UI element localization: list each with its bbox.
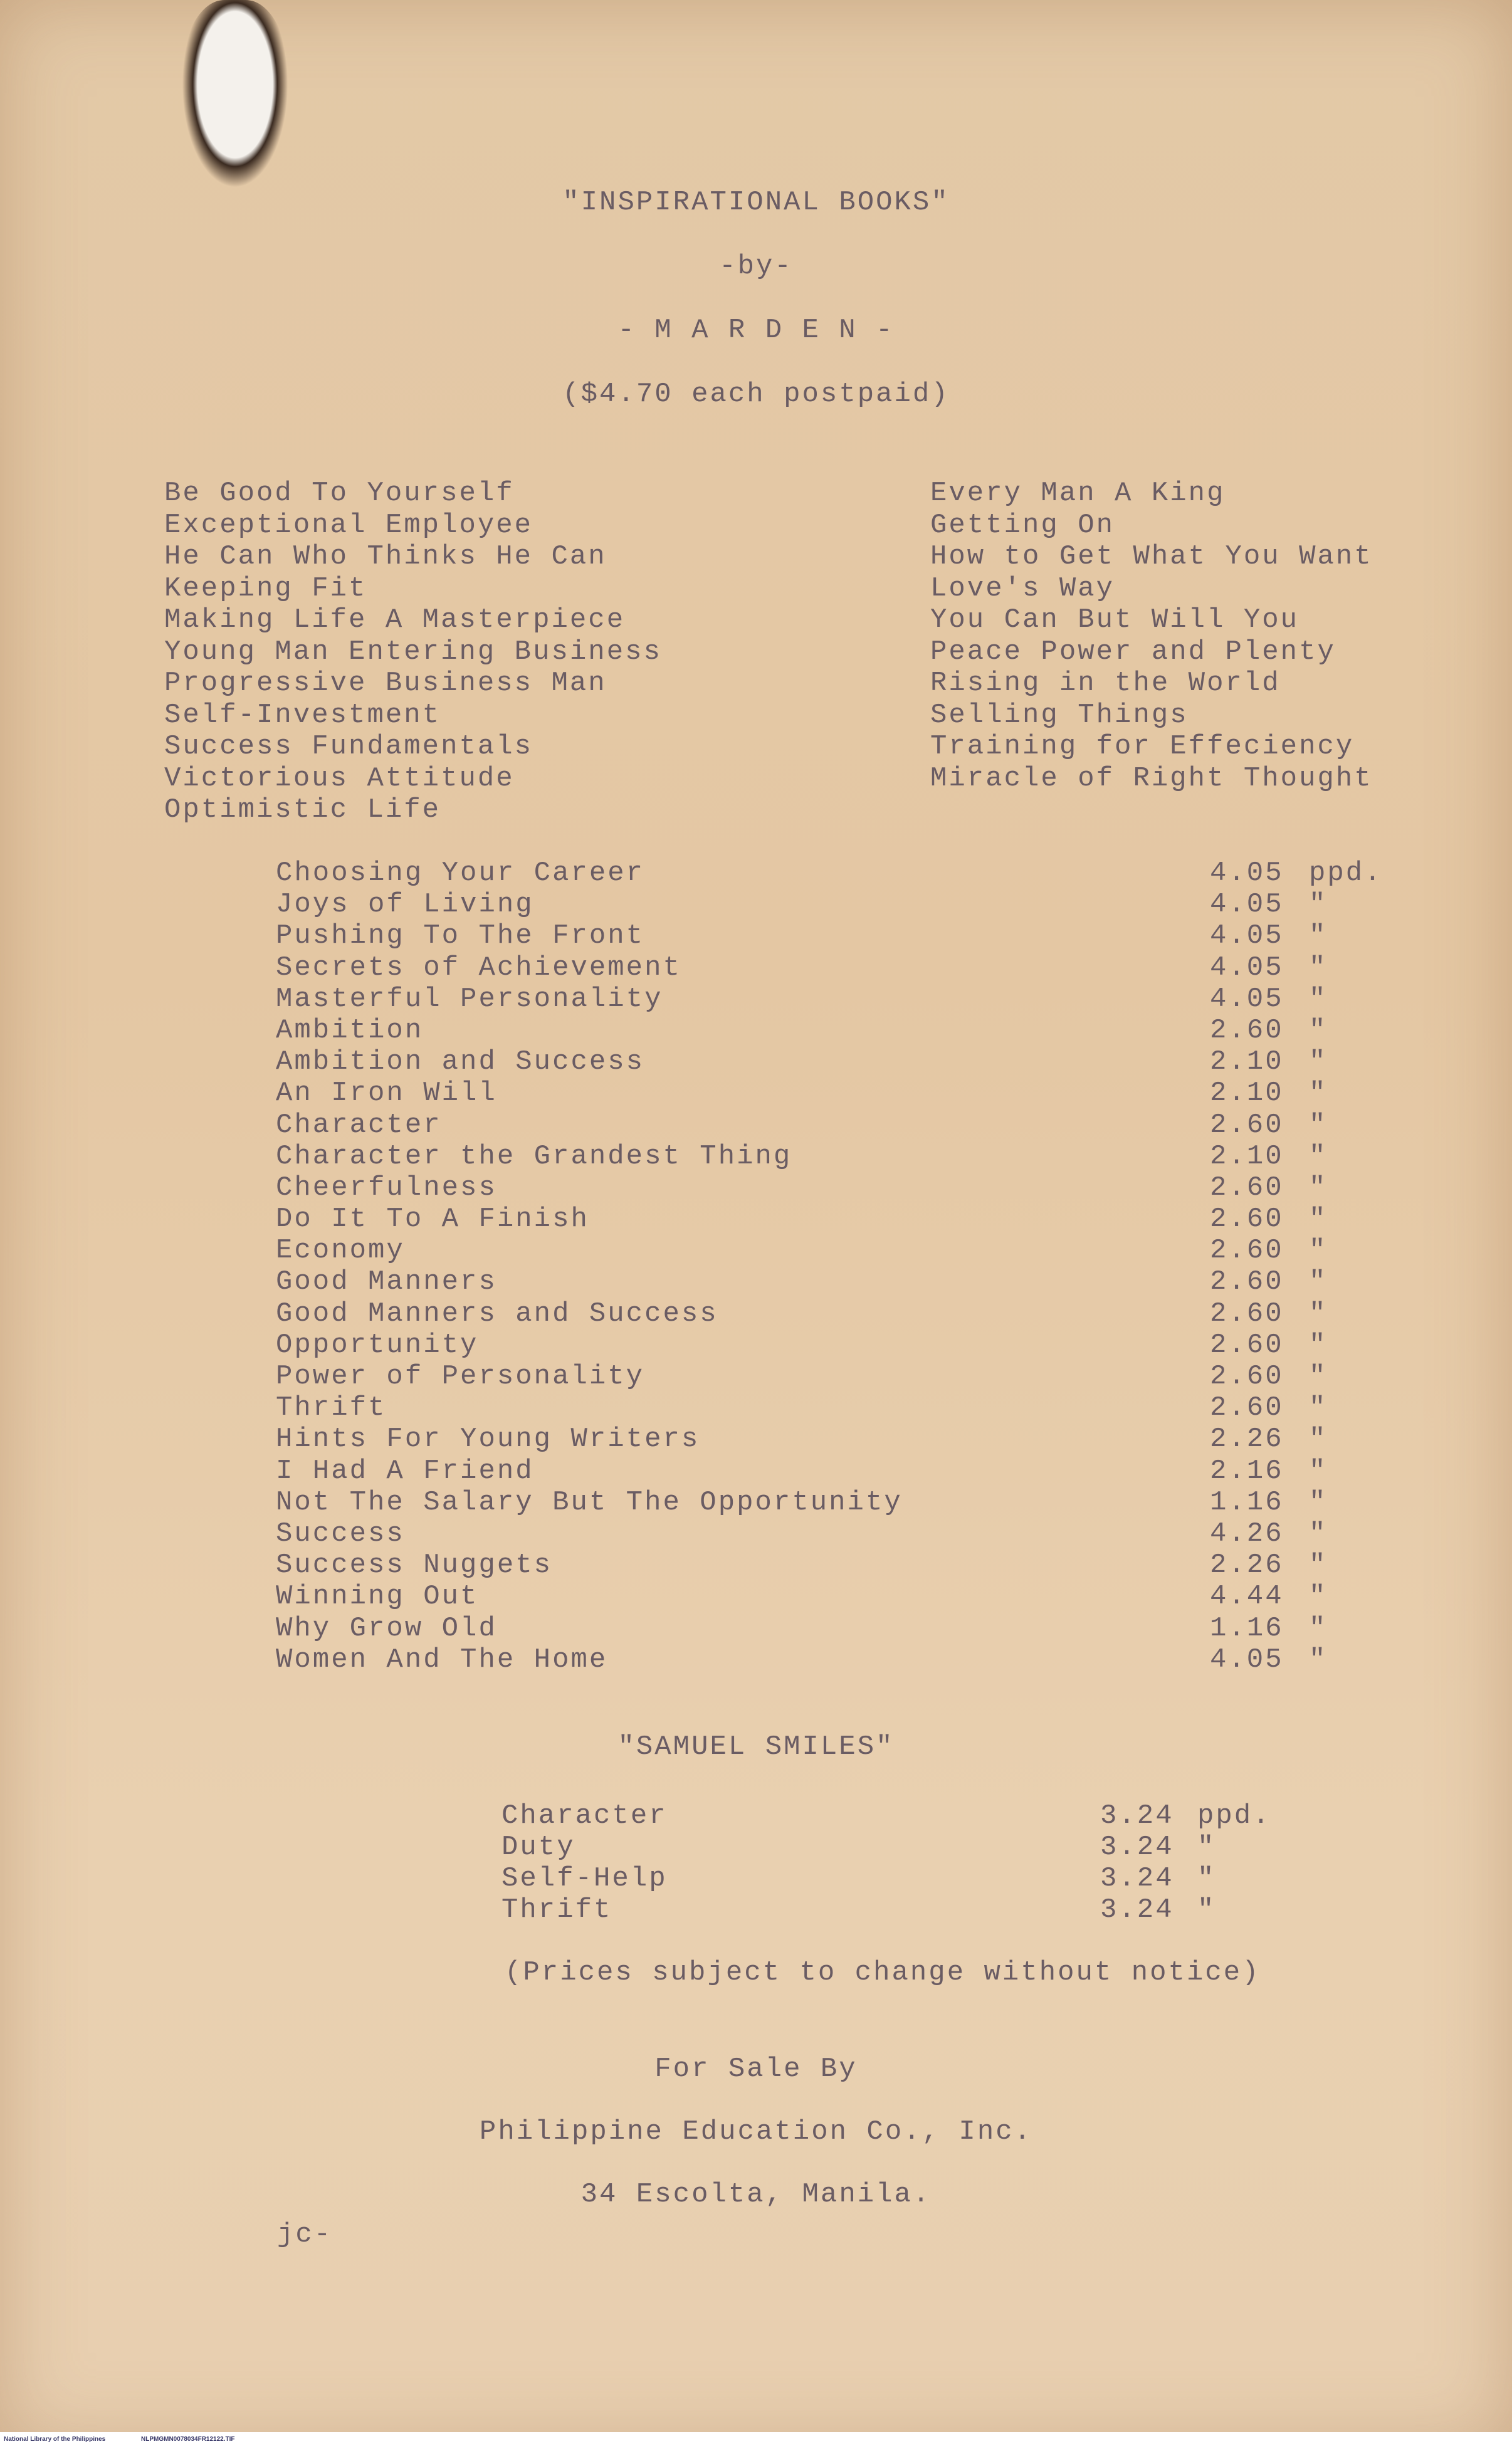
burn-mark xyxy=(182,0,288,188)
book-price: 4.05 xyxy=(1210,889,1284,921)
price-note: ($4.70 each postpaid) xyxy=(562,379,950,410)
book-title: Do It To A Finish xyxy=(276,1204,589,1235)
book-price: 2.60 xyxy=(1210,1235,1284,1267)
book-title: Pushing To The Front xyxy=(276,920,645,952)
table-row xyxy=(276,1613,1398,1644)
book-title: Secrets of Achievement xyxy=(276,952,681,983)
book-title: Good Manners and Success xyxy=(276,1298,718,1329)
book-title: Good Manners xyxy=(276,1266,497,1298)
price-unit: " xyxy=(1309,1361,1328,1392)
table-row xyxy=(276,1455,1398,1487)
price-unit: " xyxy=(1309,1266,1328,1298)
prices-notice: (Prices subject to change without notice) xyxy=(505,1957,1261,1988)
file-label: NLPMGMN0078034FR12122.TIF xyxy=(141,2436,235,2443)
book-price: 2.60 xyxy=(1210,1014,1284,1046)
book-price: 2.26 xyxy=(1210,1424,1284,1455)
book-title: Ambition and Success xyxy=(276,1046,645,1078)
price-unit: " xyxy=(1309,952,1328,983)
list-item: Exceptional Employee xyxy=(164,509,533,541)
list-item: Progressive Business Man xyxy=(164,668,607,699)
book-title: Why Grow Old xyxy=(276,1612,497,1644)
book-title: Cheerfulness xyxy=(276,1172,497,1204)
price-unit: " xyxy=(1309,1204,1328,1235)
table-row xyxy=(276,1266,1398,1298)
book-title: Character the Grandest Thing xyxy=(276,1140,792,1172)
book-price: 4.05 xyxy=(1210,920,1284,952)
price-unit: ppd. xyxy=(1197,1800,1271,1832)
list-item: Self-Investment xyxy=(164,699,441,731)
book-price: 2.60 xyxy=(1210,1329,1284,1361)
book-price: 3.24 xyxy=(1100,1894,1174,1926)
price-unit: " xyxy=(1309,1078,1328,1109)
list-item: Keeping Fit xyxy=(164,572,367,604)
price-unit: " xyxy=(1309,1486,1328,1518)
book-title: Character xyxy=(276,1109,442,1141)
book-title: Power of Personality xyxy=(276,1361,645,1392)
price-unit: " xyxy=(1197,1894,1216,1926)
book-price: 4.44 xyxy=(1210,1581,1284,1613)
book-price: 2.10 xyxy=(1210,1140,1284,1172)
book-title: Opportunity xyxy=(276,1329,479,1361)
list-item: Love's Way xyxy=(930,572,1115,604)
table-row xyxy=(276,857,1398,889)
book-title: Thrift xyxy=(276,1392,387,1424)
book-title: Hints For Young Writers xyxy=(276,1424,700,1455)
table-row xyxy=(276,952,1398,983)
book-title: Economy xyxy=(276,1235,405,1267)
price-unit: " xyxy=(1309,1612,1328,1644)
price-unit: " xyxy=(1197,1832,1216,1863)
table-row xyxy=(276,1581,1398,1612)
table-row xyxy=(276,1550,1398,1581)
book-price: 4.05 xyxy=(1210,952,1284,983)
price-unit: " xyxy=(1309,1644,1328,1675)
book-price: 2.60 xyxy=(1210,1172,1284,1204)
table-row xyxy=(276,1644,1398,1675)
book-price: 3.24 xyxy=(1100,1863,1174,1894)
book-title: Success Nuggets xyxy=(276,1550,553,1581)
price-unit: " xyxy=(1309,1109,1328,1141)
table-row xyxy=(276,1424,1398,1455)
book-price: 2.26 xyxy=(1210,1550,1284,1581)
list-item: Getting On xyxy=(930,509,1115,541)
table-row xyxy=(276,1141,1398,1172)
list-item: Be Good To Yourself xyxy=(164,478,515,509)
table-row xyxy=(276,1361,1398,1392)
book-price: 2.60 xyxy=(1210,1298,1284,1329)
book-price: 2.60 xyxy=(1210,1266,1284,1298)
book-price: 2.10 xyxy=(1210,1046,1284,1078)
book-title: Not The Salary But The Opportunity xyxy=(276,1486,903,1518)
table-row xyxy=(276,1298,1398,1329)
list-item: How to Get What You Want xyxy=(930,541,1373,572)
book-price: 3.24 xyxy=(1100,1832,1174,1863)
book-title: Self-Help xyxy=(501,1863,668,1894)
price-unit: " xyxy=(1197,1863,1216,1894)
book-price: 4.05 xyxy=(1210,983,1284,1015)
table-row xyxy=(276,1235,1398,1266)
book-price: 1.16 xyxy=(1210,1612,1284,1644)
list-item: Young Man Entering Business xyxy=(164,636,662,668)
table-row xyxy=(501,1800,1271,1832)
list-item: You Can But Will You xyxy=(930,604,1299,636)
price-unit: " xyxy=(1309,1455,1328,1487)
byline: -by- xyxy=(719,251,793,282)
price-unit: " xyxy=(1309,983,1328,1015)
smiles-title-list xyxy=(501,1800,1271,1926)
book-price: 2.16 xyxy=(1210,1455,1284,1487)
book-title: Women And The Home xyxy=(276,1644,608,1675)
list-item: He Can Who Thinks He Can xyxy=(164,541,607,572)
book-price: 2.60 xyxy=(1210,1392,1284,1424)
left-title-column xyxy=(164,478,662,826)
table-row xyxy=(276,1109,1398,1141)
scan-footer-strip xyxy=(0,2432,1512,2449)
list-item: Peace Power and Plenty xyxy=(930,636,1336,668)
price-unit: " xyxy=(1309,1518,1328,1550)
list-item: Success Fundamentals xyxy=(164,731,533,762)
price-unit: " xyxy=(1309,1550,1328,1581)
price-unit: " xyxy=(1309,1172,1328,1204)
right-title-column xyxy=(930,478,1373,794)
library-label: National Library of the Philippines xyxy=(4,2436,106,2443)
book-title: Winning Out xyxy=(276,1581,479,1613)
table-row xyxy=(276,983,1398,1015)
price-unit: ppd. xyxy=(1309,857,1383,889)
book-title: Thrift xyxy=(501,1894,612,1926)
book-title: I Had A Friend xyxy=(276,1455,534,1487)
table-row xyxy=(276,920,1398,952)
price-unit: " xyxy=(1309,889,1328,921)
book-price: 1.16 xyxy=(1210,1486,1284,1518)
list-item: Victorious Attitude xyxy=(164,762,515,794)
book-price: 2.60 xyxy=(1210,1361,1284,1392)
price-unit: " xyxy=(1309,1298,1328,1329)
book-title: Success xyxy=(276,1518,405,1550)
price-unit: " xyxy=(1309,1424,1328,1455)
price-unit: " xyxy=(1309,1235,1328,1267)
price-unit: " xyxy=(1309,1392,1328,1424)
table-row xyxy=(276,1487,1398,1518)
table-row xyxy=(276,1392,1398,1424)
book-title: Choosing Your Career xyxy=(276,857,645,889)
book-price: 4.05 xyxy=(1210,857,1284,889)
book-price: 4.26 xyxy=(1210,1518,1284,1550)
book-title: Masterful Personality xyxy=(276,983,663,1015)
book-price: 4.05 xyxy=(1210,1644,1284,1675)
smiles-heading: "SAMUEL SMILES" xyxy=(617,1731,895,1763)
list-item: Rising in the World xyxy=(930,668,1281,699)
publisher-name: Philippine Education Co., Inc. xyxy=(479,2116,1033,2147)
book-title: An Iron Will xyxy=(276,1078,497,1109)
book-price: 3.24 xyxy=(1100,1800,1174,1832)
price-unit: " xyxy=(1309,1046,1328,1078)
price-unit: " xyxy=(1309,1581,1328,1613)
book-title: Joys of Living xyxy=(276,889,534,921)
book-title: Ambition xyxy=(276,1014,424,1046)
list-item: Every Man A King xyxy=(930,478,1226,509)
publisher-address: 34 Escolta, Manila. xyxy=(580,2179,932,2210)
book-price: 2.10 xyxy=(1210,1078,1284,1109)
price-unit: " xyxy=(1309,1329,1328,1361)
for-sale-by: For Sale By xyxy=(654,2053,858,2085)
price-unit: " xyxy=(1309,920,1328,952)
table-row xyxy=(501,1894,1254,1926)
table-row xyxy=(276,1518,1398,1550)
book-price: 2.60 xyxy=(1210,1109,1284,1141)
document-title: "INSPIRATIONAL BOOKS" xyxy=(562,187,950,218)
price-unit: " xyxy=(1309,1140,1328,1172)
table-row xyxy=(276,1204,1398,1235)
price-unit: " xyxy=(1309,1014,1328,1046)
table-row xyxy=(276,889,1398,920)
table-row xyxy=(276,1078,1398,1109)
author-name: - M A R D E N - xyxy=(617,315,895,346)
table-row xyxy=(501,1863,1254,1894)
list-item: Selling Things xyxy=(930,699,1189,731)
table-row xyxy=(276,1172,1398,1204)
list-item: Miracle of Right Thought xyxy=(930,762,1373,794)
priced-title-list xyxy=(276,857,1398,1675)
table-row xyxy=(501,1832,1254,1863)
list-item: Optimistic Life xyxy=(164,794,441,826)
book-title: Character xyxy=(501,1800,668,1832)
typist-initials: jc- xyxy=(277,2219,333,2250)
list-item: Making Life A Masterpiece xyxy=(164,604,626,636)
table-row xyxy=(276,1329,1398,1361)
table-row xyxy=(276,1046,1398,1078)
table-row xyxy=(276,1015,1398,1046)
book-title: Duty xyxy=(501,1832,575,1863)
book-price: 2.60 xyxy=(1210,1204,1284,1235)
list-item: Training for Effeciency xyxy=(930,731,1355,762)
